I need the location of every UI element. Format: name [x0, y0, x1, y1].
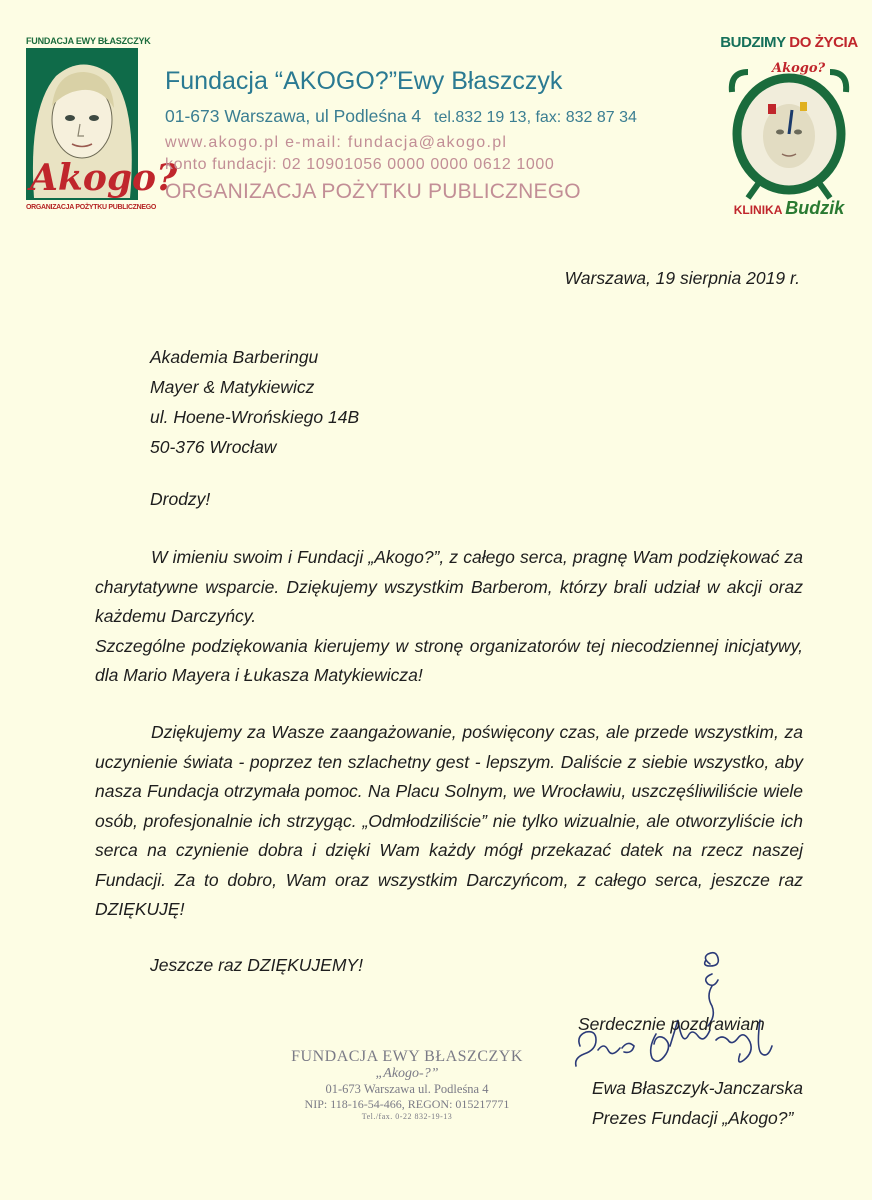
stamp-line: Tel./fax. 0-22 832-19-13: [361, 1112, 453, 1121]
stamp-line: 01-673 Warszawa ul. Podleśna 4: [325, 1082, 489, 1096]
klinika-budzik-caption: [720, 198, 858, 219]
letterhead: [165, 66, 710, 206]
paragraph-text: Dziękujemy za Wasze zaangażowanie, poświęcony czas, ale przede wszystkim, za uczynienie świata - poprzez ten szlachetny gest - lepszym. Daliście z siebie wszystko, aby nasza Fundacja otrzymała pomoc. Na Placu Solnym, we Wrocławiu, uszczęśliwiliście wiele osób, profesjonalnie ich strzygąc. „Odmłodziliście” nie tylko wizualnie, ale otworzyliście ich serca na czynienie dobra i dzięki Wam każdy mógł przekazać datek na rzecz naszej Fundacji. Za to dobro, Wam oraz wszystkim Darczyńcom, z całego serca, jeszcze raz DZIĘKUJĘ!: [95, 722, 803, 919]
paragraph-gratitude: [95, 718, 803, 925]
budzik-clinic-logo: [720, 34, 858, 222]
foundation-phone-fax: tel.832 19 13, fax: 832 87 34: [434, 109, 637, 126]
stamp-line: FUNDACJA EWY BŁASZCZYK: [291, 1048, 523, 1065]
foundation-title: Fundacja “AKOGO?”Ewy Błaszczyk: [165, 67, 563, 95]
addressee-block: [150, 342, 359, 462]
signer-block: [592, 1073, 803, 1133]
foundation-address: 01-673 Warszawa, ul Podleśna 4: [165, 106, 422, 126]
foundation-web-email: www.akogo.pl e-mail: fundacja@akogo.pl: [165, 134, 508, 151]
alarm-clock-icon: [720, 52, 858, 202]
klinika-word: KLINIKA: [733, 203, 782, 217]
greeting: Drodzy!: [150, 489, 211, 509]
foundation-contact-line: [165, 104, 710, 130]
child-portrait-image: [26, 48, 178, 200]
signer-name: Ewa Błaszczyk-Janczarska: [592, 1078, 804, 1098]
addressee-line: Akademia Barberingu: [150, 347, 319, 367]
organization-status: ORGANIZACJA POŻYTKU PUBLICZNEGO: [165, 180, 581, 203]
foundation-bank-account: konto fundacji: 02 10901056 0000 0000 0612 1000: [165, 156, 555, 173]
closing-line: Jeszcze raz DZIĘKUJEMY!: [150, 955, 363, 975]
akogo-logo-word: Akogo?: [30, 157, 178, 199]
paragraph-thanks: [95, 543, 803, 691]
stamp-line: NIP: 118-16-54-466, REGON: 015217771: [304, 1097, 510, 1111]
akogo-mini-logo: Akogo?: [772, 61, 826, 76]
logo-top-caption: FUNDACJA EWY BŁASZCZYK: [26, 36, 151, 46]
letter-date: Warszawa, 19 sierpnia 2019 r.: [564, 268, 800, 288]
budzik-word: Budzik: [785, 198, 845, 218]
paragraph-text: Szczególne podziękowania kierujemy w stronę organizatorów tej niecodziennej inicjatywy, dla Mario Mayera i Łukasza Matykiewicza!: [95, 635, 803, 685]
do-zycia-word: DO ŻYCIA: [789, 34, 858, 51]
signer-title: Prezes Fundacji „Akogo?”: [592, 1108, 794, 1128]
stamp-line: „Akogo-?”: [375, 1066, 439, 1081]
paragraph-text: W imieniu swoim i Fundacji „Akogo?”, z całego serca, pragnę Wam podziękować za charytatywne wsparcie. Dziękujemy wszystkim Barberom, którzy brali udział w akcji oraz każdemu Darczyńcy.: [95, 547, 803, 626]
signoff: Serdecznie pozdrawiam: [578, 1014, 765, 1034]
addressee-line: ul. Hoene-Wrońskiego 14B: [150, 407, 360, 427]
logo-bottom-caption: ORGANIZACJA POŻYTKU PUBLICZNEGO: [26, 204, 157, 211]
foundation-logo-left: [26, 36, 178, 216]
addressee-line: 50-376 Wrocław: [150, 437, 277, 457]
budzimy-caption: [720, 34, 858, 51]
foundation-stamp: [262, 1048, 552, 1121]
addressee-line: Mayer & Matykiewicz: [150, 377, 315, 397]
budzimy-word: BUDZIMY: [720, 34, 786, 51]
